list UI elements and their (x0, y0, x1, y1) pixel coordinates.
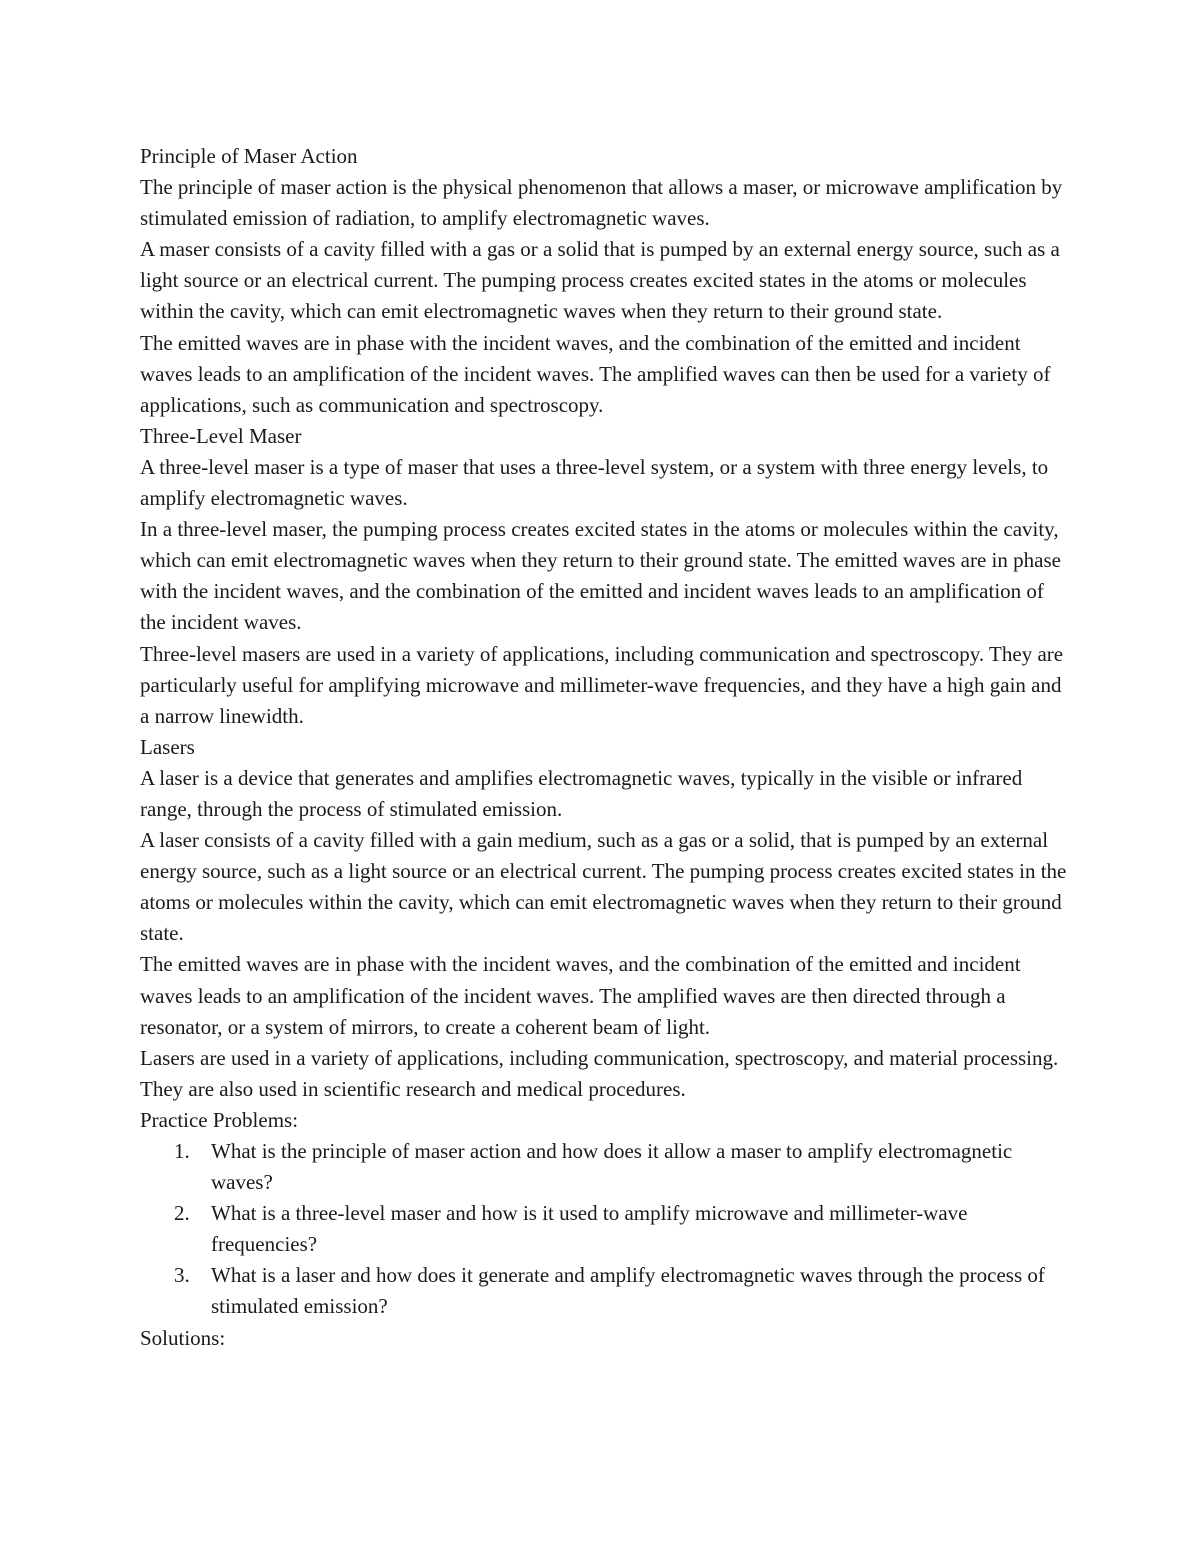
section-heading: Lasers (140, 734, 195, 759)
section-three-level-maser (140, 421, 1070, 732)
paragraph: A maser consists of a cavity filled with a gas or a solid that is pumped by an external energy source, such as a light source or an electrical current. The pumping process creates excited states in the atoms or molecules within the cavity, which can emit electromagnetic waves when they return to their ground state. (140, 237, 1066, 324)
paragraph: A laser consists of a cavity filled with a gain medium, such as a gas or a solid, that is pumped by an external energy source, such as a light source or an electrical current. The pumping process creates excited states in the atoms or molecules within the cavity, which can emit electromagnetic waves when they return to their ground state. (140, 828, 1072, 946)
document-page (140, 141, 1070, 1354)
solutions-heading: Solutions: (140, 1325, 226, 1350)
list-number: 2. (174, 1201, 190, 1226)
list-number: 1. (174, 1139, 190, 1163)
paragraph: The emitted waves are in phase with the incident waves, and the combination of the emitted and incident waves leads to an amplification of the incident waves. The amplified waves can then be used for a variety of applications, such as communication and spectroscopy. (140, 330, 1056, 417)
paragraph: The emitted waves are in phase with the incident waves, and the combination of the emitted and incident waves leads to an amplification of the incident waves. The amplified waves are then directed through a resonator, or a system of mirrors, to create a coherent beam of light. (140, 952, 1026, 1039)
section-heading: Three-Level Maser (140, 423, 302, 448)
section-maser-principle (140, 141, 1070, 421)
paragraph: A three-level maser is a type of maser that uses a three-level system, or a system with three energy levels, to amplify electromagnetic waves. (140, 454, 1054, 511)
paragraph: In a three-level maser, the pumping process creates excited states in the atoms or molecules within the cavity, which can emit electromagnetic waves when they return to their ground state. The emitted waves are in phase with the incident waves, and the combination of the emitted and incident waves leads to an amplification of the incident waves. (140, 517, 1067, 635)
section-practice-problems (140, 1105, 1070, 1323)
paragraph: The principle of maser action is the physical phenomenon that allows a maser, or microwave amplification by stimulated emission of radiation, to amplify electromagnetic waves. (140, 175, 1068, 231)
list-number: 3. (174, 1263, 190, 1288)
paragraph: Three-level masers are used in a variety of applications, including communication and spectroscopy. They are particularly useful for amplifying microwave and millimeter-wave frequencies, and they have a high gain and a narrow linewidth. (140, 641, 1069, 728)
problem-text: What is a laser and how does it generate and amplify electromagnetic waves through the process of stimulated emission? (211, 1263, 1045, 1319)
section-lasers (140, 732, 1070, 1105)
problem-text: What is the principle of maser action and how does it allow a maser to amplify electromagnetic waves? (211, 1139, 1013, 1195)
problem-list (140, 1136, 1070, 1323)
problem-text: What is a three-level maser and how is it used to amplify microwave and millimeter-wave frequencies? (211, 1201, 968, 1257)
paragraph: A laser is a device that generates and amplifies electromagnetic waves, typically in the visible or infrared range, through the process of stimulated emission. (140, 765, 1028, 821)
list-item (140, 1198, 1070, 1260)
paragraph: Lasers are used in a variety of applications, including communication, spectroscopy, and material processing. They are also used in scientific research and medical procedures. (140, 1045, 1064, 1101)
section-heading: Principle of Maser Action (140, 144, 358, 168)
list-item (140, 1136, 1070, 1198)
list-item (140, 1260, 1070, 1322)
section-heading: Practice Problems: (140, 1107, 299, 1132)
